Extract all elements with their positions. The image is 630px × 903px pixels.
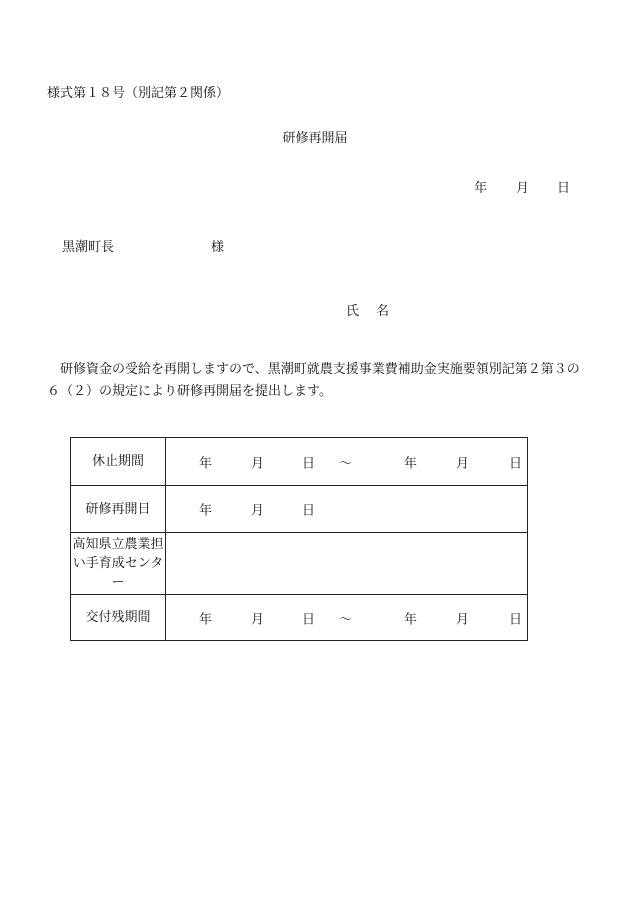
resume-year-label: 年 <box>199 503 213 519</box>
table-value-resume-date <box>166 486 528 533</box>
table-value-remaining-period <box>166 595 528 641</box>
end-year-label: 年 <box>404 456 418 471</box>
table-value-suspension-period <box>166 438 528 486</box>
info-table <box>70 437 528 641</box>
range-separator: ～ <box>339 612 353 627</box>
start-day-label: 日 <box>302 612 316 627</box>
start-day-label: 日 <box>302 456 316 471</box>
document-title: 研修再開届 <box>282 131 348 146</box>
table-row-resume-date <box>71 486 528 533</box>
table-row-remaining-period <box>71 595 528 641</box>
date-day-label: 日 <box>557 181 571 196</box>
table-label-resume-date: 研修再開日 <box>71 486 166 533</box>
body-paragraph: 研修資金の受給を再開しますので、黒潮町就農支援事業費補助金実施要領別記第２第３の６（２）の規定により研修再開届を提出します。 <box>47 362 580 399</box>
start-month-label: 月 <box>251 456 265 471</box>
table-row-suspension-period <box>71 438 528 486</box>
resume-day-label: 日 <box>302 503 316 519</box>
end-day-label: 日 <box>509 612 523 627</box>
range-separator: ～ <box>339 456 353 471</box>
start-month-label: 月 <box>251 612 265 627</box>
date-month-label: 月 <box>516 181 530 196</box>
date-year-label: 年 <box>474 181 488 196</box>
end-month-label: 月 <box>456 456 470 471</box>
resume-month-label: 月 <box>251 503 265 519</box>
table-value-training-center <box>166 533 528 595</box>
applicant-name-label-given: 名 <box>376 304 390 319</box>
table-label-suspension-period: 休止期間 <box>71 438 166 486</box>
table-label-remaining-period: 交付残期間 <box>71 595 166 641</box>
form-number: 様式第１８号（別記第２関係） <box>47 86 230 101</box>
start-year-label: 年 <box>199 456 213 471</box>
start-year-label: 年 <box>199 612 213 627</box>
end-month-label: 月 <box>456 612 470 627</box>
addressee-name: 黒潮町長 <box>62 240 115 255</box>
addressee-honorific: 様 <box>211 240 225 255</box>
end-day-label: 日 <box>509 456 523 471</box>
end-year-label: 年 <box>404 612 418 627</box>
applicant-name-label-family: 氏 <box>346 304 360 319</box>
table-label-training-center: 高知県立農業担い手育成センター <box>71 533 166 595</box>
table-row-training-center <box>71 533 528 595</box>
